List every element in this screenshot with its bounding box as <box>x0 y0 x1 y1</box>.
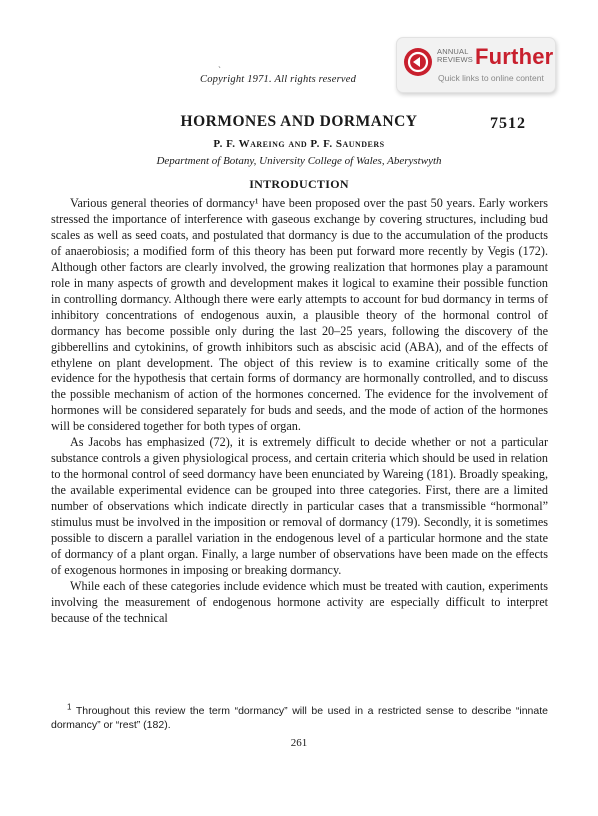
article-title: HORMONES AND DORMANCY <box>180 113 418 130</box>
paragraph: While each of these categories include evidence which must be treated with caution, experiments involving the measurement of endogenous hormone activity are especially difficult to interpret because of the technical <box>51 578 548 625</box>
article-authors: P. F. Wareing and P. F. Saunders <box>213 138 385 150</box>
paragraph: Various general theories of dormancy¹ have been proposed over the past 50 years. Early workers stressed the importance of interference with gaseous exchange by covering structures, including bud scales as well as seed coats, and postulated that dormancy is due to the accumulation of the products of anaerobiosis; a modified form of this theory has been put forward more recently by Vegis (172). Although other factors are clearly involved, the growing realization that hormones play a paramount role in many aspects of growth and development makes it logical to examine their possible function in controlling dormancy. Although there were early attempts to account for bud dormancy in terms of inhibitory concentrations of endogenous auxin, a plausible theory of the hormonal control of dormancy has become possible only during the last 20–25 years, following the discovery of the gibberellins and cytokinins, of growth inhibitors such as abscisic acid (ABA), and of the effects of ethylene on plant development. The object of this review is to examine critically some of the evidence for the hypothesis that certain forms of dormancy are hormonally controlled, and to discuss the possible mechanism of action of the hormones concerned. The evidence for the involvement of hormones will be considered separately for buds and seeds, and the mode of action of the hormones will be considered together for both types of organ. <box>51 196 548 434</box>
article-code: 7512 <box>490 115 526 132</box>
footnote-mark: 1 <box>67 702 72 712</box>
paragraph: As Jacobs has emphasized (72), it is extremely difficult to decide whether or not a particular substance controls a given physiological process, and certain criteria which should be used in relation to the hormonal control of seed dormancy have been enunciated by Wareing (181). Broadly speaking, the available experimental evidence can be grouped into three categories. First, there are a limited number of observations which indicate directly in particular cases that a transmissible “hormonal” stimulus must be involved in the imposition or removal of dormancy (179). Secondly, it is sometimes possible to discern a parallel variation in the endogenous level of a particular hormone and the state of dormancy of a plant organ. Finally, a large number of observations have been made on the effects of exogenous hormones in imposing or breaking dormancy. <box>51 435 548 577</box>
badge-further-label: Further <box>475 44 554 69</box>
page-number: 261 <box>290 737 308 749</box>
copyright-notice: Copyright 1971. All rights reserved <box>200 74 357 85</box>
section-heading: INTRODUCTION <box>249 177 349 191</box>
body-text <box>51 196 548 627</box>
play-circle-icon <box>404 48 432 76</box>
badge-publisher-name: ANNUAL REVIEWS <box>437 47 473 64</box>
article-affiliation: Department of Botany, University College of Wales, Aberystwyth <box>156 155 442 167</box>
footnote <box>51 704 548 732</box>
annual-reviews-further-badge[interactable] <box>396 37 556 93</box>
stray-mark: ˎ <box>218 58 221 68</box>
badge-subtitle: Quick links to online content <box>438 73 544 83</box>
footnote-text: Throughout this review the term “dormancy” will be used in a restricted sense to describe “innate dormancy” or “rest” (182). <box>51 705 548 731</box>
